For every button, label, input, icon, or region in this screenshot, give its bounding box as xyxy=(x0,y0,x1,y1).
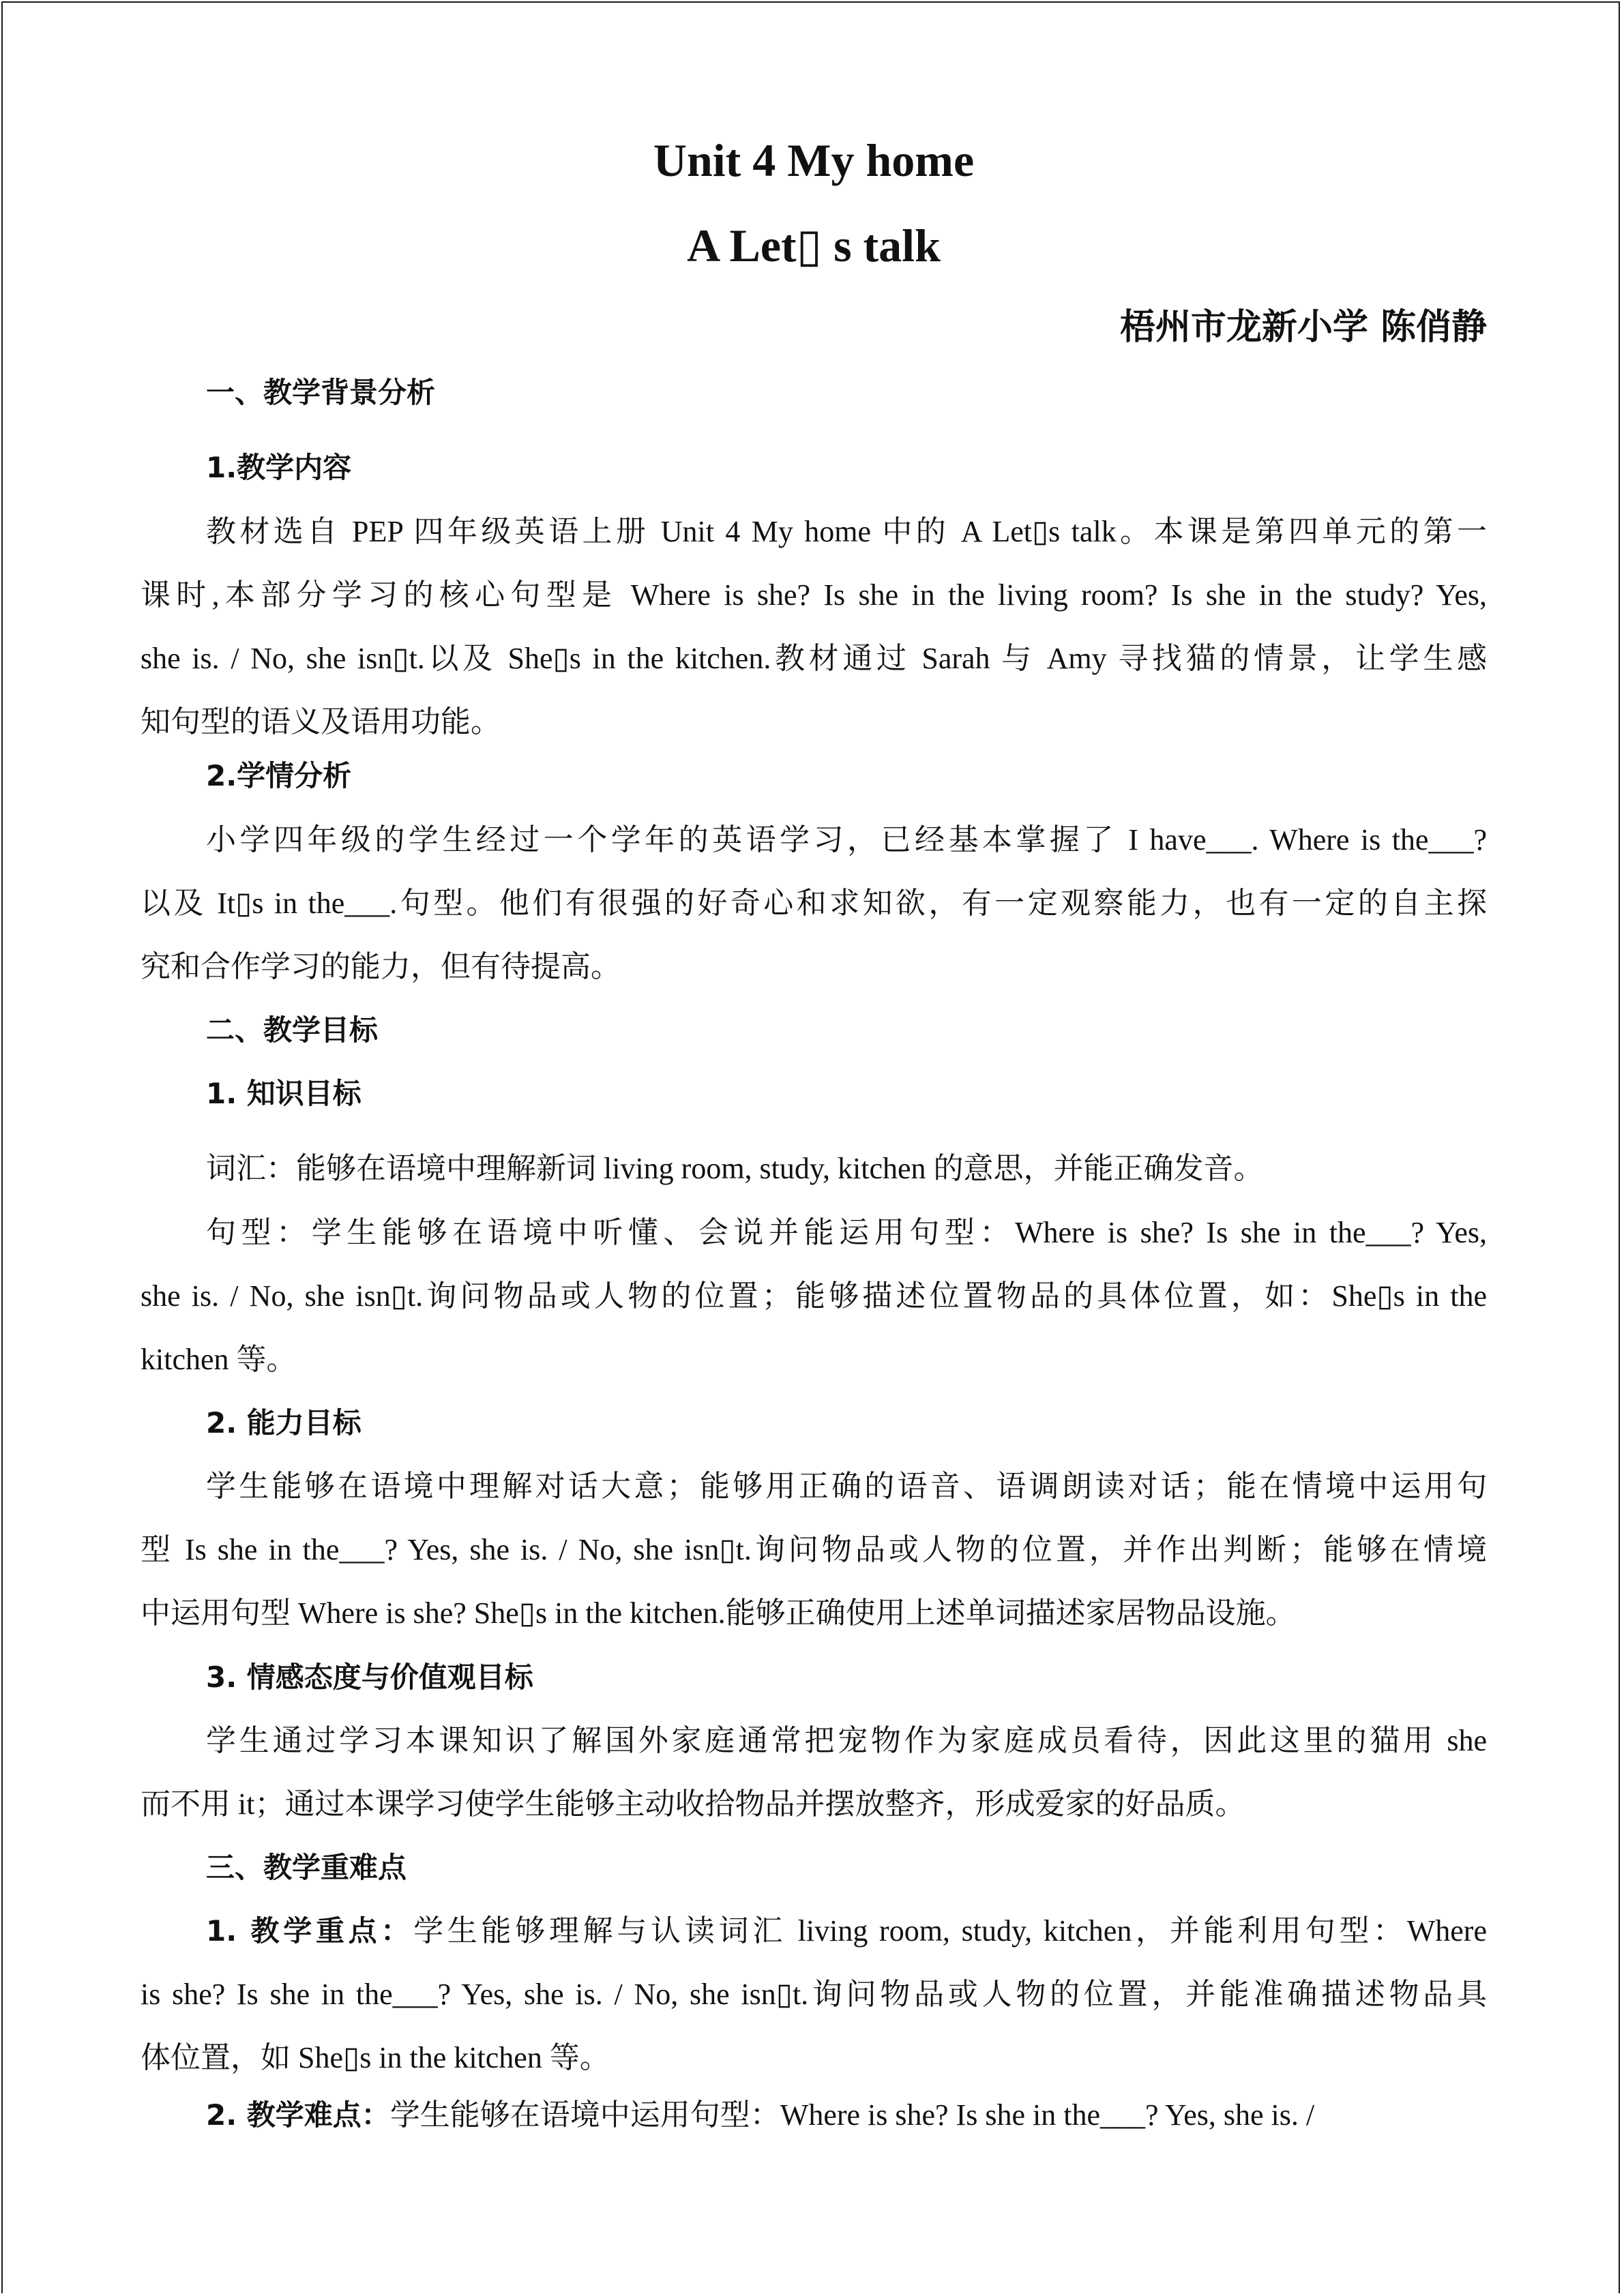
paragraph-line: 学生能够在语境中理解对话大意；能够用正确的语音、语调朗读对话；能在情境中运用句 xyxy=(206,1470,1487,1503)
key-point-line xyxy=(141,1911,1487,1952)
paragraph-line: 课时,本部分学习的核心句型是 Where is she? Is she in the living room? Is she in the study? Yes, xyxy=(141,578,1487,612)
paragraph-line: she is. / No, she isn▯t.以及 She▯s in the kitchen.教材通过 Sarah 与 Amy 寻找猫的情景，让学生感 xyxy=(141,642,1487,675)
paragraph-line: 究和合作学习的能力，但有待提高。 xyxy=(141,950,621,983)
subheading-content: 1.教学内容 xyxy=(206,451,352,484)
paragraph-line: 教材选自 PEP 四年级英语上册 Unit 4 My home 中的 A Let▯s talk。本课是第四单元的第一 xyxy=(206,515,1487,548)
paragraph-line: 学生通过学习本课知识了解国外家庭通常把宠物作为家庭成员看待，因此这里的猫用 she xyxy=(206,1724,1487,1757)
subheading-attitude: 3. 情感态度与价值观目标 xyxy=(206,1660,533,1694)
paragraph-line: is she? Is she in the___? Yes, she is. / No, she isn▯t.询问物品或人物的位置，并能准确描述物品具 xyxy=(141,1978,1487,2011)
difficult-point-text: 学生能够在语境中运用句型：Where is she? Is she in the___? Yes, she is. / xyxy=(389,2098,1315,2132)
paragraph-line: 句型：学生能够在语境中听懂、会说并能运用句型：Where is she? Is she in the___? Yes, xyxy=(206,1216,1487,1249)
author-line: 梧州市龙新小学 陈俏静 xyxy=(1119,307,1487,348)
paragraph-line: 词汇：能够在语境中理解新词 living room, study, kitchen 的意思，并能正确发音。 xyxy=(206,1152,1264,1185)
difficult-point-line xyxy=(141,2095,1487,2136)
paragraph-line: 小学四年级的学生经过一个学年的英语学习，已经基本掌握了 I have___. Where is the___? xyxy=(206,823,1487,856)
document-title: Unit 4 My home xyxy=(653,134,975,186)
paragraph-line: 型 Is she in the___? Yes, she is. / No, she isn▯t.询问物品或人物的位置，并作出判断；能够在情境 xyxy=(141,1533,1487,1566)
subheading-knowledge: 1. 知识目标 xyxy=(206,1077,361,1110)
paragraph-line: 中运用句型 Where is she? She▯s in the kitchen.能够正确使用上述单词描述家居物品设施。 xyxy=(141,1596,1296,1630)
paragraph-line: 以及 It▯s in the___.句型。他们有很强的好奇心和求知欲，有一定观察能力，也有一定的自主探 xyxy=(141,886,1487,920)
document-subtitle: A Let▯ s talk xyxy=(687,220,941,271)
paragraph-line: she is. / No, she isn▯t.询问物品或人物的位置；能够描述位置物品的具体位置，如：She▯s in the xyxy=(141,1279,1487,1313)
paragraph-line: kitchen 等。 xyxy=(141,1343,297,1376)
paragraph-line: 而不用 it；通过本课学习使学生能够主动收拾物品并摆放整齐，形成爱家的好品质。 xyxy=(141,1787,1245,1821)
paragraph-line: 知句型的语义及语用功能。 xyxy=(141,705,501,739)
paragraph-line: 体位置，如 She▯s in the kitchen 等。 xyxy=(141,2041,610,2074)
difficult-point-label: 2. 教学难点： xyxy=(206,2098,390,2132)
section-heading-background: 一、教学背景分析 xyxy=(206,376,436,409)
section-heading-objectives: 二、教学目标 xyxy=(206,1013,379,1047)
subheading-learners: 2.学情分析 xyxy=(206,759,352,792)
key-point-label: 1. 教学重点： xyxy=(206,1914,414,1948)
subheading-ability: 2. 能力目标 xyxy=(206,1406,361,1440)
section-heading-key-points: 三、教学重难点 xyxy=(206,1851,407,1884)
key-point-text: 学生能够理解与认读词汇 living room, study, kitchen，并能利用句型：Where xyxy=(413,1914,1487,1948)
